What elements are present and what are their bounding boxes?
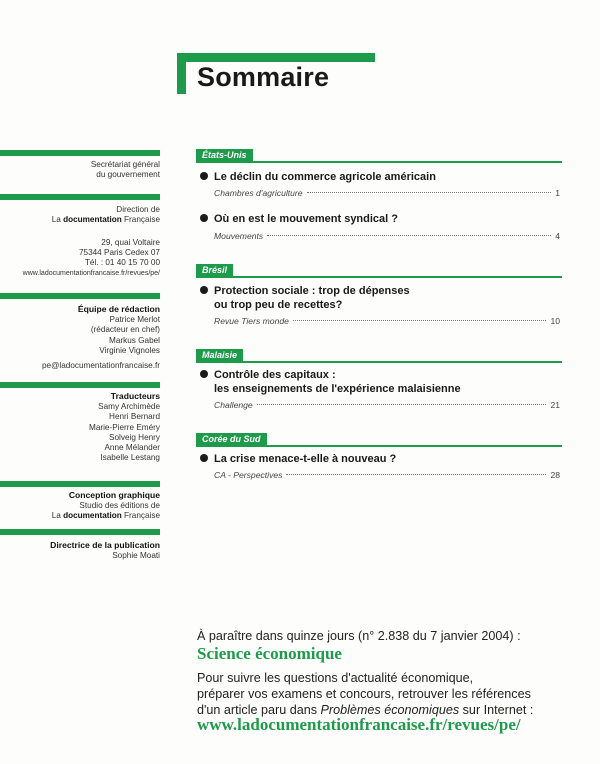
page-number: 10 <box>550 316 560 326</box>
page-number: 4 <box>555 231 560 241</box>
article-title: Contrôle des capitaux : les enseignements de l'expérience malaisienne <box>200 368 461 396</box>
address-block <box>23 238 160 279</box>
article-source-row <box>214 400 560 412</box>
title-side-decoration <box>177 53 186 94</box>
section-tag-coree-du-sud: Corée du Sud <box>196 433 267 445</box>
section-underline <box>196 161 562 163</box>
redaction-member: (rédacteur en chef) <box>90 325 160 335</box>
translators-block <box>89 391 160 463</box>
design-line: Studio des éditions de <box>79 501 160 511</box>
bullet-icon <box>200 172 208 180</box>
secretariat-line: du gouvernement <box>96 170 160 180</box>
article-title: Protection sociale : trop de dépenses ou trop peu de recettes? <box>200 284 410 312</box>
bullet-icon <box>200 286 208 294</box>
article-title: La crise menace-t-elle à nouveau ? <box>200 452 396 466</box>
section-tag-malaisie: Malaisie <box>196 349 243 361</box>
design-heading: Conception graphique <box>68 490 160 500</box>
page-number: 1 <box>555 188 560 198</box>
left-divider <box>0 150 160 156</box>
secretariat-line: Secrétariat général <box>90 160 160 169</box>
redaction-member: Patrice Merlot <box>109 315 160 325</box>
left-divider <box>0 382 160 388</box>
announcement-url-link[interactable]: www.ladocumentationfrancaise.fr/revues/pe/ <box>197 715 521 734</box>
article-source-row <box>214 316 560 328</box>
left-divider <box>0 529 160 535</box>
redaction-heading: Équipe de rédaction <box>77 304 160 314</box>
leader-dots <box>293 320 547 321</box>
direction-line: Direction de <box>116 205 160 214</box>
translator-name: Solveig Henry <box>109 432 160 442</box>
page-title: Sommaire <box>197 62 330 92</box>
article-source: Chambres d'agriculture <box>214 188 303 198</box>
leader-dots <box>257 404 547 405</box>
publisher-name: La documentation Française <box>51 215 160 225</box>
redaction-member: Markus Gabel <box>109 335 160 345</box>
phone-line: Tél. : 01 40 15 70 00 <box>84 258 160 268</box>
publication-director: Sophie Moati <box>112 551 160 561</box>
translator-name: Samy Archimède <box>98 402 160 412</box>
left-divider <box>0 194 160 200</box>
translators-heading: Traducteurs <box>110 391 160 401</box>
address-line: 75344 Paris Cedex 07 <box>78 248 160 258</box>
left-divider <box>0 293 160 299</box>
website-line: www.ladocumentationfrancaise.fr/revues/pe/ <box>22 269 160 277</box>
page-number: 21 <box>550 400 560 410</box>
article-source: Revue Tiers monde <box>214 316 289 326</box>
translator-name: Marie-Pierre Eméry <box>89 422 160 432</box>
announcement-line: préparer vos examens et concours, retrouver les références <box>197 687 531 701</box>
announcement-intro: À paraître dans quinze jours (n° 2.838 du 7 janvier 2004) : <box>197 629 521 643</box>
article-source-row <box>214 188 560 200</box>
article-source: Challenge <box>214 400 253 410</box>
section-tag-etats-unis: États-Unis <box>196 149 253 161</box>
left-divider <box>0 481 160 487</box>
announcement-line: d'un article paru dans Problèmes économiques sur Internet : <box>197 703 534 717</box>
article-source-row <box>214 231 560 243</box>
design-block <box>52 490 160 522</box>
article-source-row <box>214 470 560 482</box>
leader-dots <box>267 235 551 236</box>
section-underline <box>196 361 562 363</box>
leader-dots <box>307 192 552 193</box>
section-underline <box>196 445 562 447</box>
publication-block <box>50 540 160 561</box>
translator-name: Henri Bernard <box>109 412 160 422</box>
redaction-block <box>78 304 160 356</box>
publisher-name: La documentation Française <box>51 511 160 521</box>
translator-name: Isabelle Lestang <box>100 453 160 463</box>
article-title: Où en est le mouvement syndical ? <box>200 212 398 226</box>
title-bar-decoration <box>177 53 375 62</box>
email-line: pe@ladocumentationfrancaise.fr <box>42 361 160 370</box>
bullet-icon <box>200 214 208 222</box>
article-title: Le déclin du commerce agricole américain <box>200 170 436 184</box>
direction-block <box>52 205 160 225</box>
bullet-icon <box>200 454 208 462</box>
article-source: CA - Perspectives <box>214 470 283 480</box>
page-number: 28 <box>550 470 560 480</box>
section-tag-bresil: Brésil <box>196 264 233 276</box>
announcement-line: Pour suivre les questions d'actualité économique, <box>197 671 474 685</box>
announcement-title: Science économique <box>197 644 342 663</box>
address-line: 29, quai Voltaire <box>101 238 160 247</box>
leader-dots <box>286 474 546 475</box>
redaction-member: Virginie Vignoles <box>99 345 160 355</box>
bullet-icon <box>200 370 208 378</box>
secretariat-block <box>91 160 160 180</box>
translator-name: Anne Mélander <box>104 443 160 453</box>
article-source: Mouvements <box>214 231 264 241</box>
publication-heading: Directrice de la publication <box>50 540 160 550</box>
section-underline <box>196 276 562 278</box>
